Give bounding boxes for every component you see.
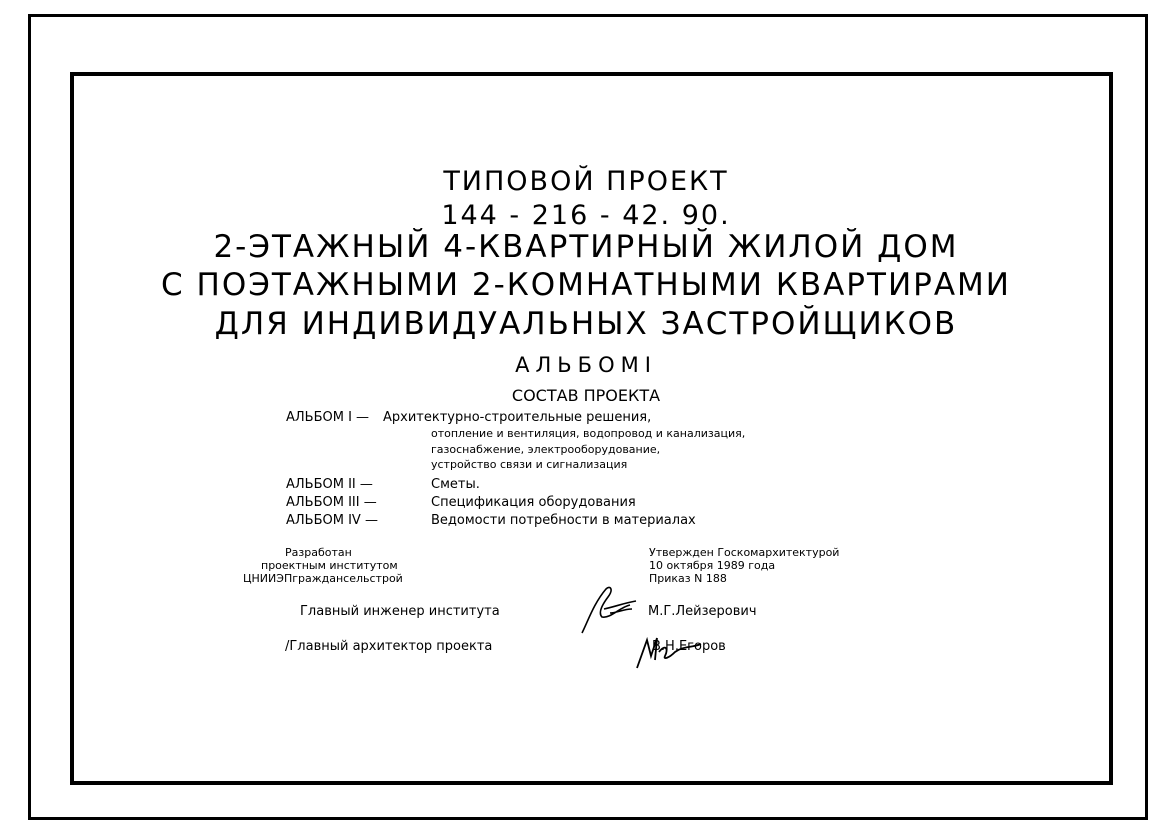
chief-architect-signature [635,630,705,670]
album-4-label: АЛЬБОМ IV — [286,513,378,528]
album-1-line-3: газоснабжение, электрооборудование, [431,443,661,456]
album-2-line: Сметы. [431,477,480,492]
title-project-number: 144 - 216 - 42. 90. [441,200,731,231]
developer-line-2: проектным институтом [261,559,398,572]
approval-line-3: Приказ N 188 [649,572,727,585]
title-line-4: С ПОЭТАЖНЫМИ 2-КОМНАТНЫМИ КВАРТИРАМИ [161,267,1011,303]
title-line-5: ДЛЯ ИНДИВИДУАЛЬНЫХ ЗАСТРОЙЩИКОВ [214,306,958,342]
chief-architect-role: /Главный архитектор проекта [285,639,493,654]
composition-heading: СОСТАВ ПРОЕКТА [511,386,661,405]
approval-line-1: Утвержден Госкомархитектурой [649,546,840,559]
chief-engineer-name: М.Г.Лейзерович [648,604,757,619]
album-title: АЛЬБОМI [515,353,657,377]
album-4-line: Ведомости потребности в материалах [431,513,696,528]
title-line-1: ТИПОВОЙ ПРОЕКТ [443,166,729,197]
album-1-label: АЛЬБОМ I — [286,410,370,425]
title-line-3: 2-ЭТАЖНЫЙ 4-КВАРТИРНЫЙ ЖИЛОЙ ДОМ [213,229,959,265]
developer-line-1: Разработан [285,546,352,559]
chief-engineer-role: Главный инженер института [300,604,500,619]
album-1-line-1: Архитектурно-строительные решения, [383,410,652,425]
chief-engineer-signature [580,583,640,638]
album-1-line-4: устройство связи и сигнализация [431,458,628,471]
album-3-line: Спецификация оборудования [431,495,636,510]
developer-line-3: ЦНИИЭПграждансельстрой [243,572,403,585]
album-1-line-2: отопление и вентиляция, водопровод и канализация, [431,427,746,440]
chief-architect-name: В.Н.Егоров [652,639,726,654]
album-2-label: АЛЬБОМ II — [286,477,373,492]
approval-line-2: 10 октября 1989 года [649,559,776,572]
album-3-label: АЛЬБОМ III — [286,495,377,510]
